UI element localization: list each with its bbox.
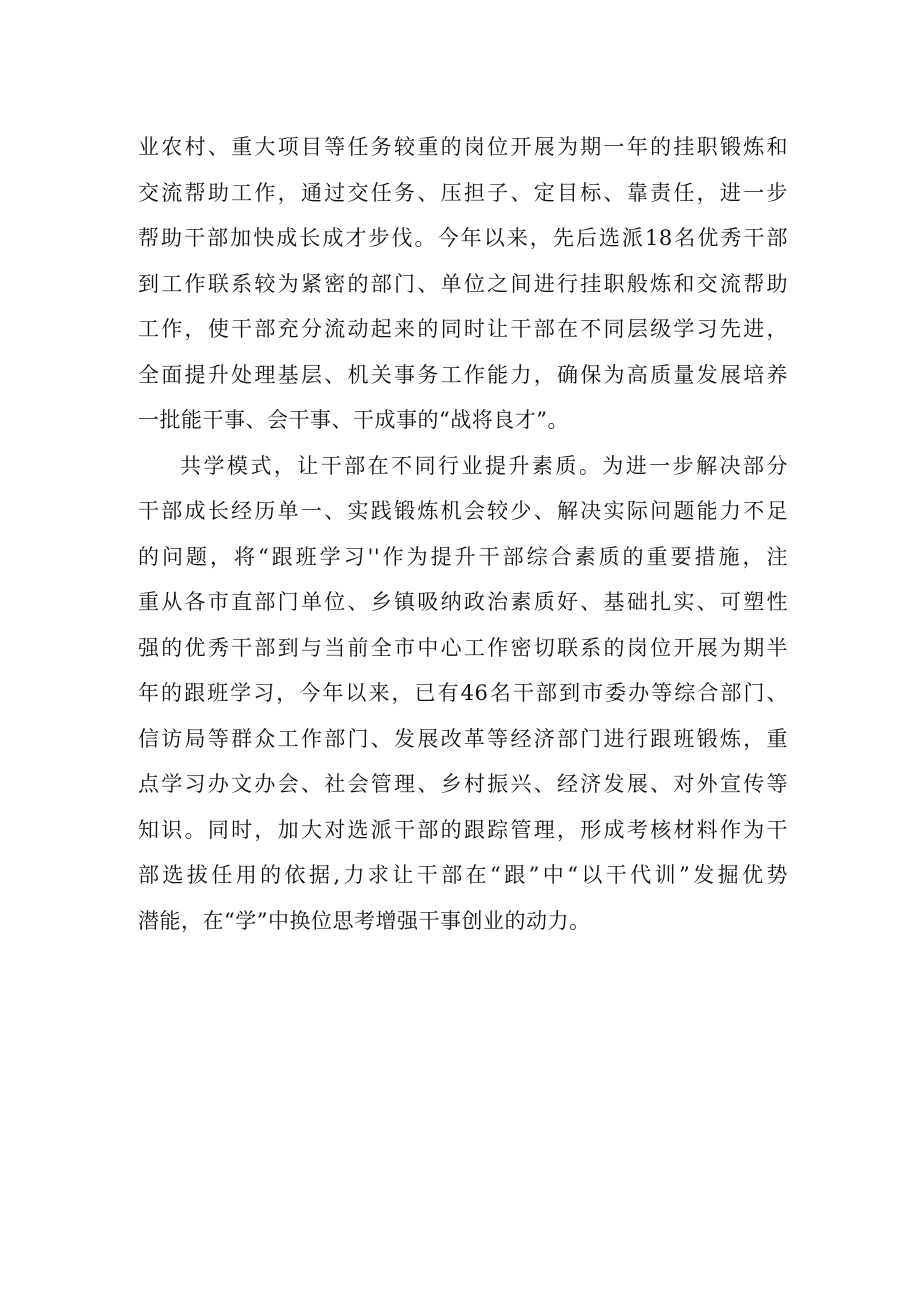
paragraph-line: 信访局等群众工作部门、发展改革等经济部门进行跟班锻炼，重 bbox=[138, 726, 788, 751]
paragraph-line: 重从各市直部门单位、乡镇吸纳政治素质好、基础扎实、可塑性 bbox=[138, 590, 788, 614]
paragraph-line: 到工作联系较为紧密的部门、单位之间进行挂职般炼和交流帮助 bbox=[138, 271, 788, 296]
paragraph-line: 强的优秀干部到与当前全市中心工作密切联系的岗位开展为期半 bbox=[138, 635, 788, 660]
document-body bbox=[138, 125, 788, 944]
paragraph-line: 部选拔任用的依据,力求让干部在“跟”中“以干代训”发掘优势 bbox=[138, 863, 788, 887]
paragraph-line: 全面提升处理基层、机关事务工作能力，确保为高质量发展培养 bbox=[138, 362, 788, 387]
paragraph-line: 的问题，将“跟班学习''作为提升干部综合素质的重要措施，注 bbox=[138, 544, 788, 569]
paragraph-2 bbox=[138, 444, 788, 945]
paragraph-line: 一批能干事、会干事、干成事的“战将良才”。 bbox=[138, 408, 569, 432]
paragraph-line: 交流帮助工作，通过交任务、压担子、定目标、靠责任，进一步 bbox=[138, 180, 788, 205]
paragraph-1 bbox=[138, 125, 788, 444]
paragraph-line: 工作，使干部充分流动起来的同时让干部在不同层级学习先进， bbox=[138, 317, 788, 341]
paragraph-line: 潜能，在“学”中换位思考增强干事创业的动力。 bbox=[138, 908, 591, 933]
paragraph-line: 共学模式，让干部在不同行业提升素质。为进一步解决部分 bbox=[180, 453, 788, 478]
paragraph-line: 业农村、重大项目等任务较重的岗位开展为期一年的挂职锻炼和 bbox=[138, 135, 788, 159]
paragraph-line: 帮助干部加快成长成才步伐。今年以来，先后选派18名优秀干部 bbox=[138, 226, 788, 250]
paragraph-line: 年的跟班学习，今年以来，已有46名干部到市委办等综合部门、 bbox=[138, 681, 788, 705]
paragraph-line: 干部成长经历单一、实践锻炼机会较少、解决实际问题能力不足 bbox=[138, 499, 788, 523]
paragraph-line: 点学习办文办会、社会管理、乡村振兴、经济发展、对外宣传等 bbox=[138, 772, 788, 796]
paragraph-line: 知识。同时，加大对选派干部的跟踪管理，形成考核材料作为干 bbox=[138, 817, 788, 842]
